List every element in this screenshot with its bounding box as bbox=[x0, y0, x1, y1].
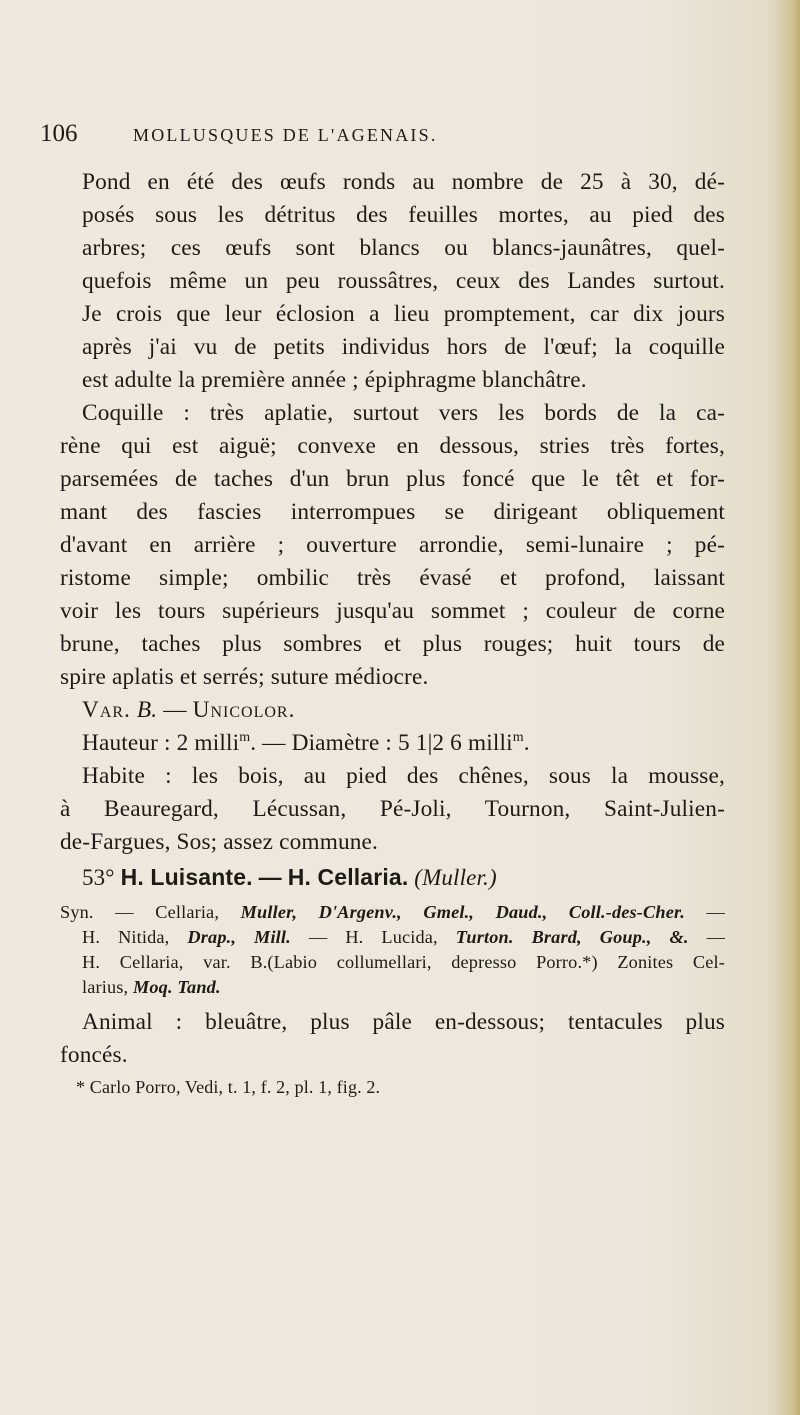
measure-end: . bbox=[523, 730, 530, 756]
variety-letter: B. bbox=[136, 697, 158, 723]
synonymy-block bbox=[60, 900, 725, 1000]
text-line: de-Fargues, Sos; assez commune. bbox=[60, 829, 379, 855]
variety-dash: — bbox=[163, 697, 187, 723]
variety-line bbox=[60, 694, 725, 727]
text-line: brune, taches plus sombres et plus rouges; huit tours de bbox=[60, 631, 725, 657]
running-head: MOLLUSQUES DE L'AGENAIS. bbox=[133, 125, 438, 145]
text-line: parsemées de taches d'un brun plus foncé que le têt et for- bbox=[60, 466, 725, 492]
species-name-cellaria: H. Cellaria. bbox=[287, 864, 409, 890]
text-line: après j'ai vu de petits individus hors de l'œuf; la coquille bbox=[82, 334, 725, 360]
height-label: Hauteur : 2 milli bbox=[82, 730, 240, 756]
page-number: 106 bbox=[40, 120, 78, 147]
text-line: voir les tours supérieurs jusqu'au sommet ; couleur de corne bbox=[60, 598, 725, 624]
text-line: Je crois que leur éclosion a lieu promptement, car dix jours bbox=[82, 301, 725, 327]
diameter-label: . — Diamètre : 5 1|2 6 milli bbox=[250, 730, 513, 756]
syn-name: H. Nitida, bbox=[82, 927, 170, 947]
text-line: rène qui est aiguë; convexe en dessous, stries très fortes, bbox=[60, 433, 725, 459]
text-line: ristome simple; ombilic très évasé et profond, laissant bbox=[60, 565, 725, 591]
text-line: Pond en été des œufs ronds au nombre de 25 à 30, dé- bbox=[82, 169, 725, 195]
text-line: d'avant en arrière ; ouverture arrondie, semi-lunaire ; pé- bbox=[60, 532, 725, 558]
species-number: 53° bbox=[82, 865, 115, 890]
paragraph-habitat bbox=[60, 760, 725, 859]
synonymy-line bbox=[60, 925, 725, 950]
text-line: foncés. bbox=[60, 1042, 128, 1068]
text-line: est adulte la première année ; épiphragme blanchâtre. bbox=[82, 367, 587, 393]
variety-name: Unicolor. bbox=[192, 697, 296, 723]
syn-authors: Moq. Tand. bbox=[132, 977, 221, 997]
text-line: quefois même un peu roussâtres, ceux des Landes surtout. bbox=[82, 268, 725, 294]
page-header bbox=[40, 120, 740, 150]
paragraph-animal bbox=[60, 1006, 725, 1072]
page-edge-shadow bbox=[778, 0, 800, 1415]
species-heading bbox=[60, 859, 725, 896]
text-line: mant des fascies interrompues se dirigeant obliquement bbox=[60, 499, 725, 525]
body-text bbox=[60, 166, 725, 1100]
paragraph-eggs bbox=[60, 166, 725, 397]
text-line: à Beauregard, Lécussan, Pé-Joli, Tournon, Saint-Julien- bbox=[60, 796, 725, 822]
text-line: arbres; ces œufs sont blancs ou blancs-jaunâtres, quel- bbox=[82, 235, 725, 261]
species-name-luisante: H. Luisante. bbox=[120, 864, 253, 890]
text-line: Coquille : très aplatie, surtout vers les bords de la ca- bbox=[82, 400, 725, 426]
syn-authors: Drap., Mill. bbox=[187, 927, 291, 947]
synonymy-line bbox=[60, 975, 725, 1000]
species-dash: — bbox=[258, 864, 282, 890]
variety-prefix: Var. bbox=[82, 697, 131, 723]
text-line: Animal : bleuâtre, plus pâle en-dessous; tentacules plus bbox=[82, 1009, 725, 1035]
synonymy-line: H. Cellaria, var. B.(Labio collumellari, depresso Porro.*) Zonites Cel- bbox=[82, 952, 725, 972]
height-unit-sup: m bbox=[239, 730, 251, 746]
syn-authors: Turton. Brard, Goup., &. bbox=[455, 927, 689, 947]
paragraph-shell bbox=[60, 397, 725, 694]
syn-name: larius, bbox=[82, 977, 129, 997]
syn-label: Syn. — Cellaria, bbox=[60, 902, 220, 922]
syn-name: — H. Lucida, bbox=[308, 927, 438, 947]
text-line: posés sous les détritus des feuilles mortes, au pied des bbox=[82, 202, 725, 228]
measurements-line bbox=[60, 727, 725, 760]
syn-authors: Muller, D'Argenv., Gmel., Daud., Coll.-des-Cher. bbox=[240, 902, 685, 922]
footnote: * Carlo Porro, Vedi, t. 1, f. 2, pl. 1, fig. 2. bbox=[76, 1077, 381, 1097]
text-line: Habite : les bois, au pied des chênes, sous la mousse, bbox=[82, 763, 725, 789]
syn-dash: — bbox=[706, 927, 725, 947]
text-line: spire aplatis et serrés; suture médiocre. bbox=[60, 664, 429, 690]
species-author: (Muller.) bbox=[414, 865, 497, 890]
diameter-unit-sup: m bbox=[512, 730, 524, 746]
syn-dash: — bbox=[706, 902, 725, 922]
synonymy-line bbox=[60, 900, 725, 925]
